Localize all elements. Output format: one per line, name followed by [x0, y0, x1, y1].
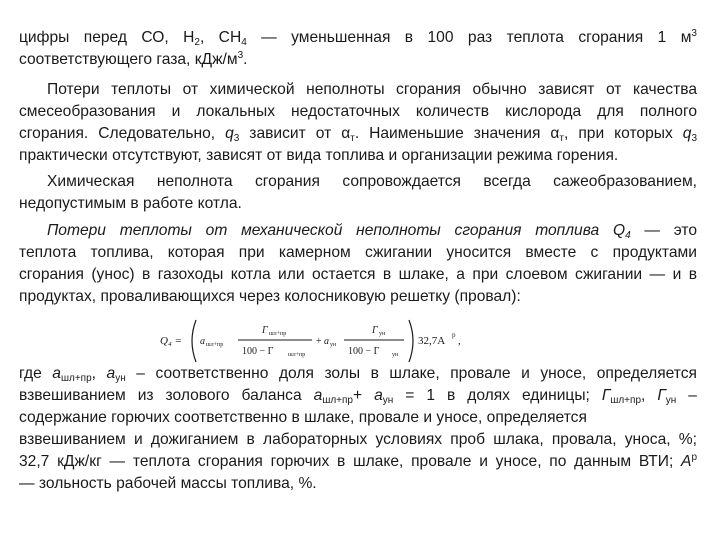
formula-num1-sub: шл+пр [269, 331, 287, 337]
p2-line4: практически отсутствуют, зависят от вида топлива и организации режима горения. [19, 147, 619, 164]
formula-a1: a [200, 336, 205, 347]
formula-den2-sub: ун [392, 352, 399, 358]
formula-plus: + [316, 336, 322, 347]
formula-tail: , [458, 335, 461, 347]
formula-rhs: 32,7A [418, 335, 446, 347]
p2-line1: Потери теплоты от химической неполноты сгорания обычно зависят от качества [47, 81, 697, 98]
formula-q4 [160, 316, 500, 366]
formula-a1-sub: шл+пр [206, 342, 224, 348]
formula-a2-sub: ун [330, 342, 337, 348]
p4-line3: сгорания (унос) в газоходы котла или остается в шлаке, а при слоевом сжигании — и в [19, 266, 697, 283]
p3-line1: Химическая неполнота сгорания сопровождается всегда сажеобразованием, [47, 173, 697, 190]
formula-den2: 100 − Г [348, 346, 380, 357]
formula-den1: 100 − Г [242, 346, 274, 357]
p4-line4: продуктах, проваливающихся через колосниковую решетку (провал): [19, 288, 521, 305]
p1-line1: цифры перед СО, $Н_2$, $СН_4$ — уменьшенная в 100 раз теплота сгорания 1 $м^3$ [19, 28, 697, 48]
p5-line2: взвешиванием из золового баланса $а_{шл+пр}+ а_{ун} = 1$ в долях единицы; $Г_{шл+пр}$, $Г_{ун}$ – [19, 387, 697, 406]
formula-right-paren [409, 320, 413, 362]
p2-line2: смесеобразования и локальных недостаточных количеств кислорода для полного [19, 103, 697, 120]
p5-line6: — зольность рабочей массы топлива, %. [19, 475, 317, 492]
formula-a2: a [324, 336, 329, 347]
p5-line5: 32,7 кДж/кг — теплота сгорания горючих в шлаке, провале и уносе, по данным ВТИ; $А^р$ [19, 452, 697, 470]
formula-lhs: Q₄ = [160, 335, 182, 347]
p2-line3: сгорания. Следовательно, $q_3$ зависит от $\alpha_т$. Наименьшие значения $\alpha_т$, при которых $q_3$ [19, 125, 697, 144]
formula-num2: Г [372, 325, 378, 336]
formula-den1-sub: шл+пр [288, 352, 306, 358]
p5-line4: взвешиванием и дожиганием в лабораторных условиях проб шлака, провала, уноса, %; [19, 431, 697, 448]
p1-line2: соответствующего газа, кДж/$м^3$. [19, 50, 248, 68]
formula-num2-sub: ун [379, 331, 386, 337]
formula-rhs-sup: р [452, 331, 456, 339]
p5-line1: где $а_{шл+пр}$, $а_{ун}$ – соответственно доля золы в шлаке, провале и уносе, определяется [19, 365, 698, 384]
p5-line3: содержание горючих соответственно в шлаке, провале и уносе, определяется [19, 409, 587, 426]
formula-num1: Г [262, 325, 268, 336]
p4-line1: Потери теплоты от механической неполноты сгорания топлива $Q_4$ — это [47, 222, 698, 241]
p3-line2: недопустимым в работе котла. [19, 195, 242, 212]
formula-left-paren [192, 320, 196, 362]
p4-line2: теплота топлива, которая при камерном сжигании уносится вместе с продуктами [19, 244, 697, 261]
